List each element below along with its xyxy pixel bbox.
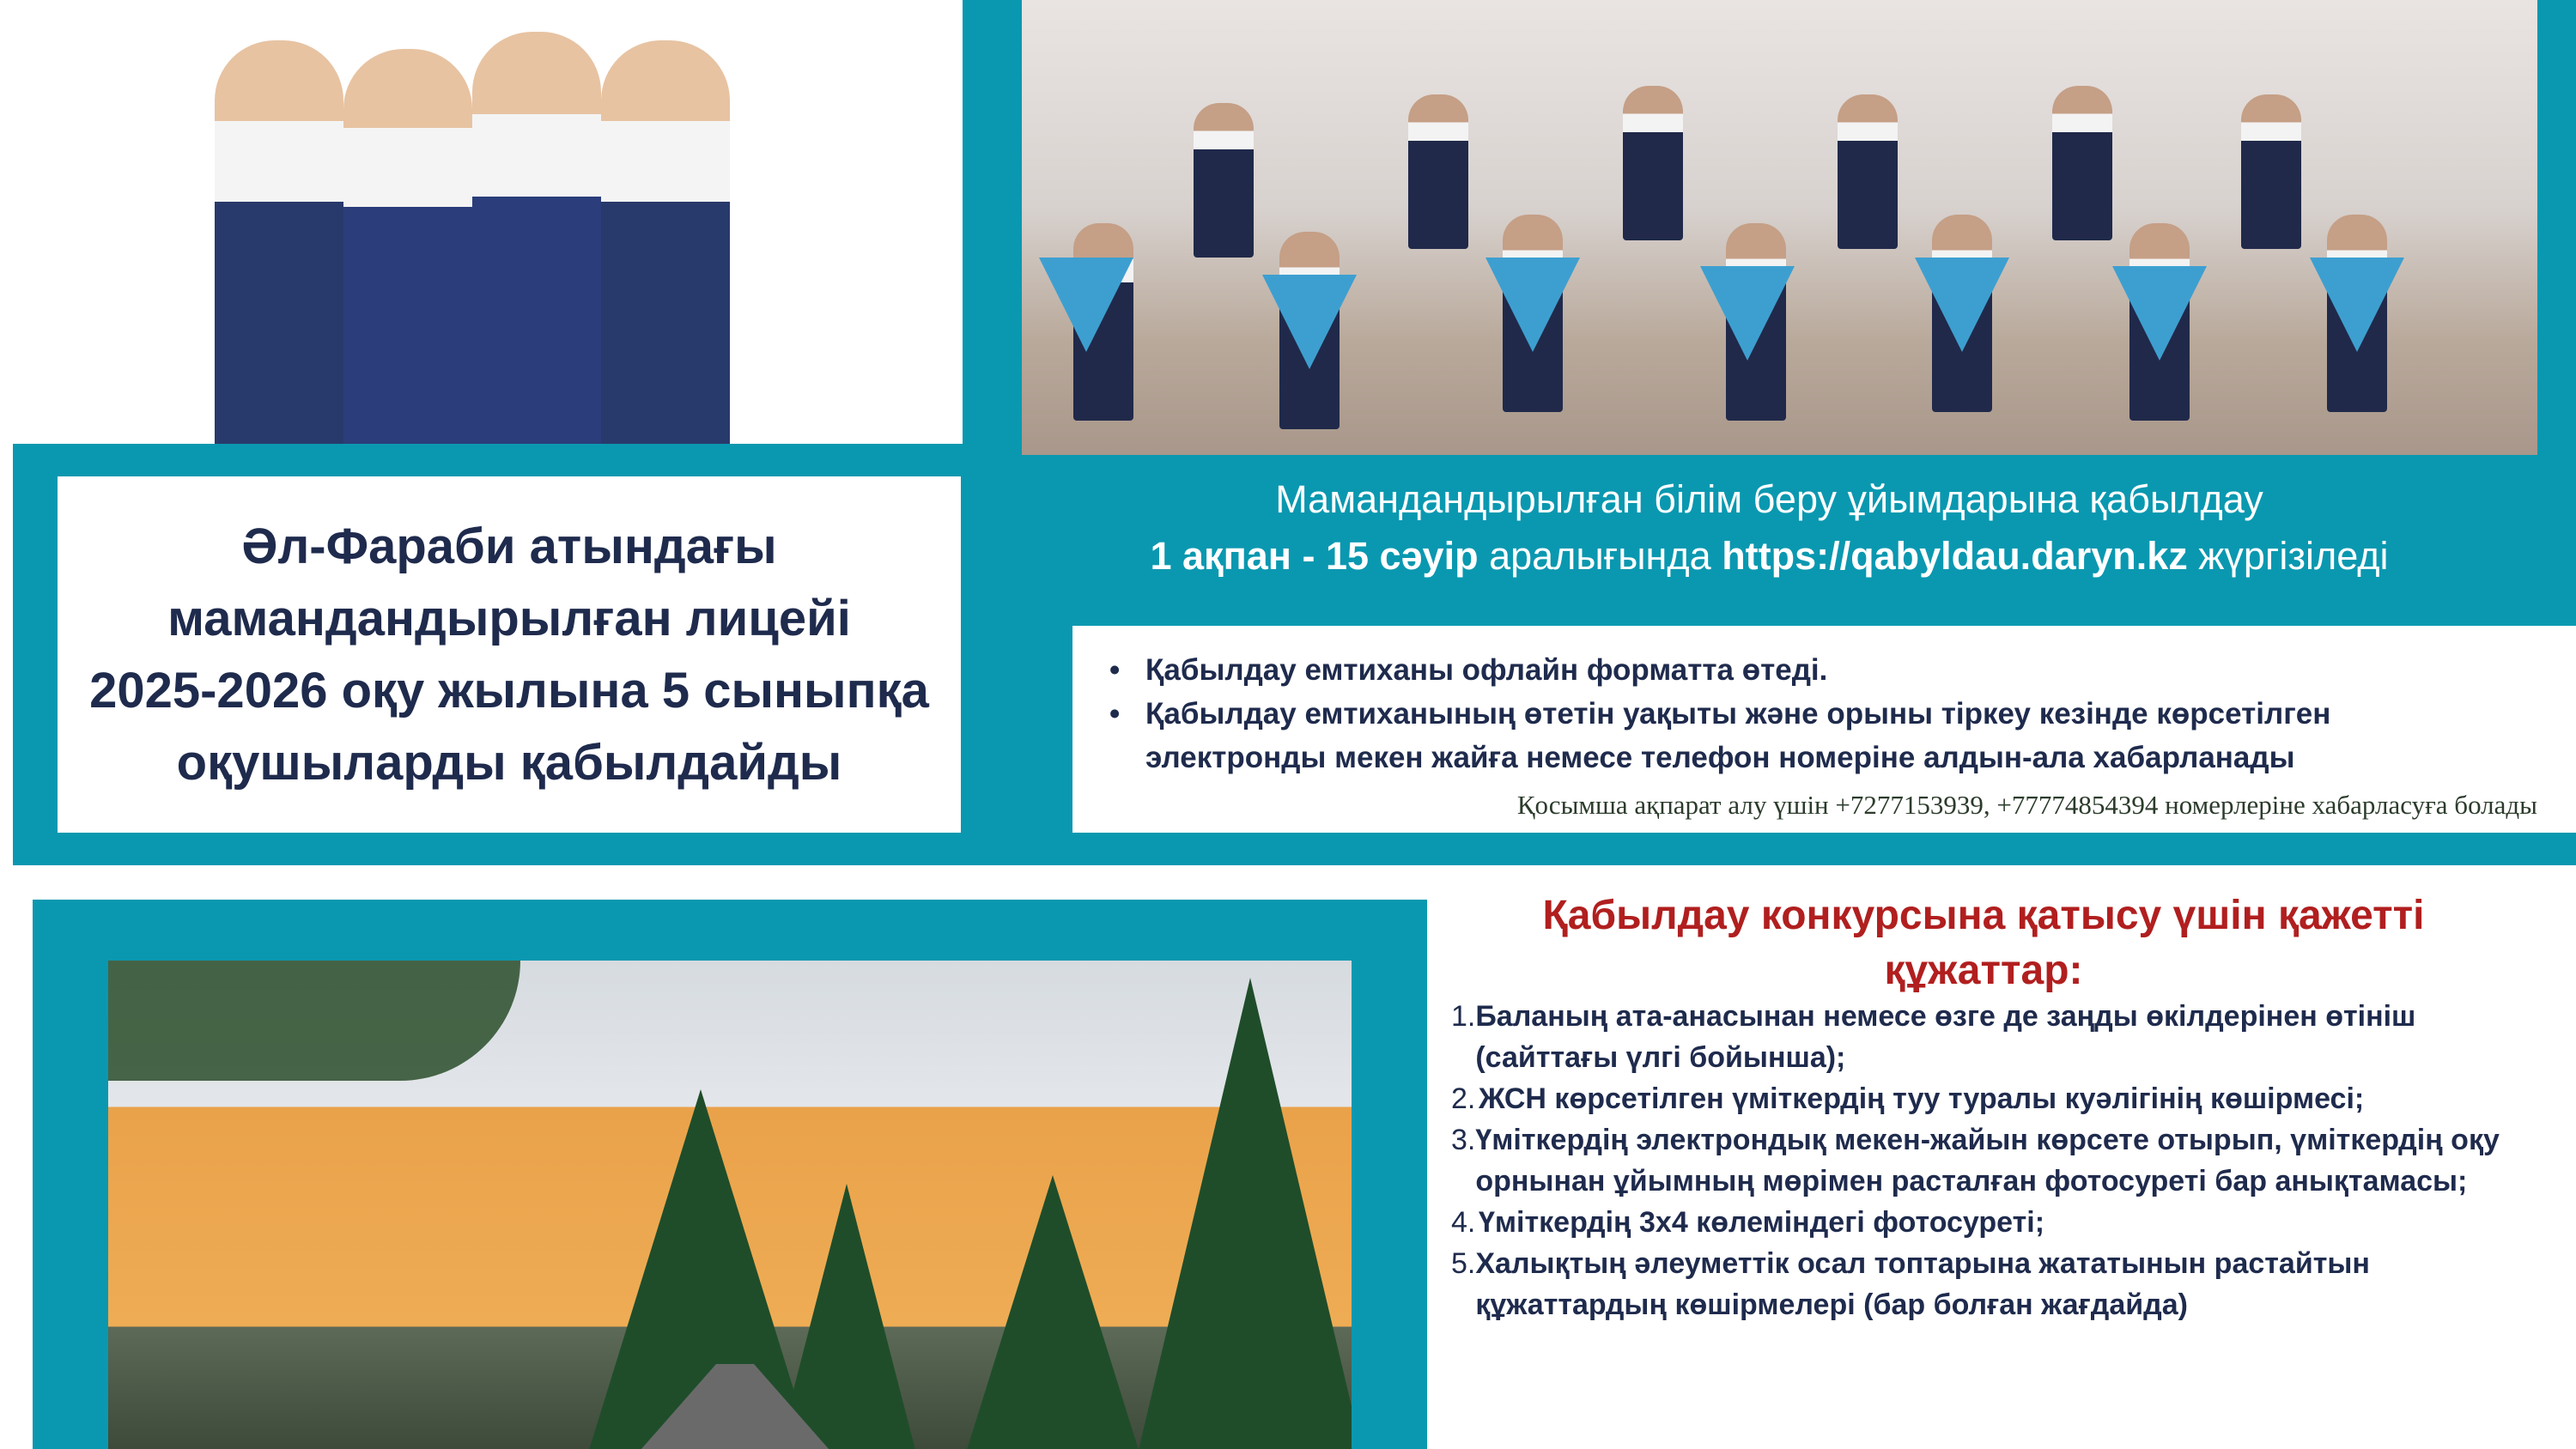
info-bullet: • Қабылдау емтиханының өтетін уақыты және орыны тіркеу кезінде көрсетілген электронды мекен жайға немесе телефон номеріне алдын-ала хабарланады	[1094, 692, 2576, 779]
lyceum-title	[58, 476, 961, 833]
title-line: оқушыларды қабылдайды	[176, 734, 842, 791]
title-line: мамандандырылған лицейі	[167, 590, 851, 646]
item-text: Баланың ата-анасынан немесе өзге де заңды өкілдерінен өтініш (сайттағы үлгі бойынша);	[1475, 1000, 2416, 1074]
title-line: 2025-2026 оқу жылына 5 сыныпқа	[89, 662, 929, 718]
document-item	[1451, 1243, 2559, 1325]
document-item	[1451, 1078, 2559, 1119]
contact-info: Қосымша ақпарат алу үшін +7277153939, +77774854394 номерлеріне хабарласуға болады	[1516, 790, 2537, 820]
item-number: 1.	[1451, 1000, 1476, 1033]
admission-period	[963, 534, 2576, 579]
admission-between: аралығында	[1489, 534, 1711, 578]
school-building-photo	[108, 961, 1352, 1449]
item-number: 3.	[1451, 1124, 1476, 1156]
document-item	[1451, 1119, 2559, 1202]
document-item	[1451, 1202, 2559, 1243]
item-text: Халықтың әлеуметтік осал топтарына жататынын растайтын құжаттардың көшірмелері (бар болған жағдайда)	[1475, 1247, 2370, 1321]
item-number: 4.	[1451, 1206, 1476, 1239]
documents-title: Қабылдау конкурсына қатысу үшін қажетті құжаттар:	[1542, 893, 2425, 993]
document-item	[1451, 996, 2559, 1078]
documents-list	[1451, 996, 2559, 1325]
title-line: Әл-Фараби атындағы	[241, 518, 777, 574]
admission-dates: 1 ақпан - 15 сәуір	[1150, 534, 1479, 578]
item-number: 5.	[1451, 1247, 1476, 1280]
item-text: Үміткердің 3х4 көлеміндегі фотосуреті;	[1479, 1206, 2045, 1239]
item-text: Үміткердің электрондық мекен-жайын көрсете отырып, үміткердің оқу орнынан ұйымның мөрімен расталған фотосуреті бар анықтамасы;	[1475, 1124, 2500, 1197]
classroom-photo	[1022, 0, 2537, 455]
students-photo	[197, 21, 747, 444]
item-text: ЖСН көрсетілген үміткердің туу туралы куәлігінің көшірмесі;	[1479, 1082, 2365, 1115]
admission-ending: жүргізіледі	[2198, 534, 2389, 578]
item-number: 2.	[1451, 1082, 1476, 1115]
admission-url-link[interactable]: https://qabyldau.daryn.kz	[1722, 534, 2188, 578]
exam-info-box	[1072, 626, 2576, 833]
admission-heading: Мамандандырылған білім беру ұйымдарына қабылдау	[1275, 477, 2263, 521]
info-bullet: • Қабылдау емтиханы офлайн форматта өтеді.	[1094, 648, 2576, 692]
